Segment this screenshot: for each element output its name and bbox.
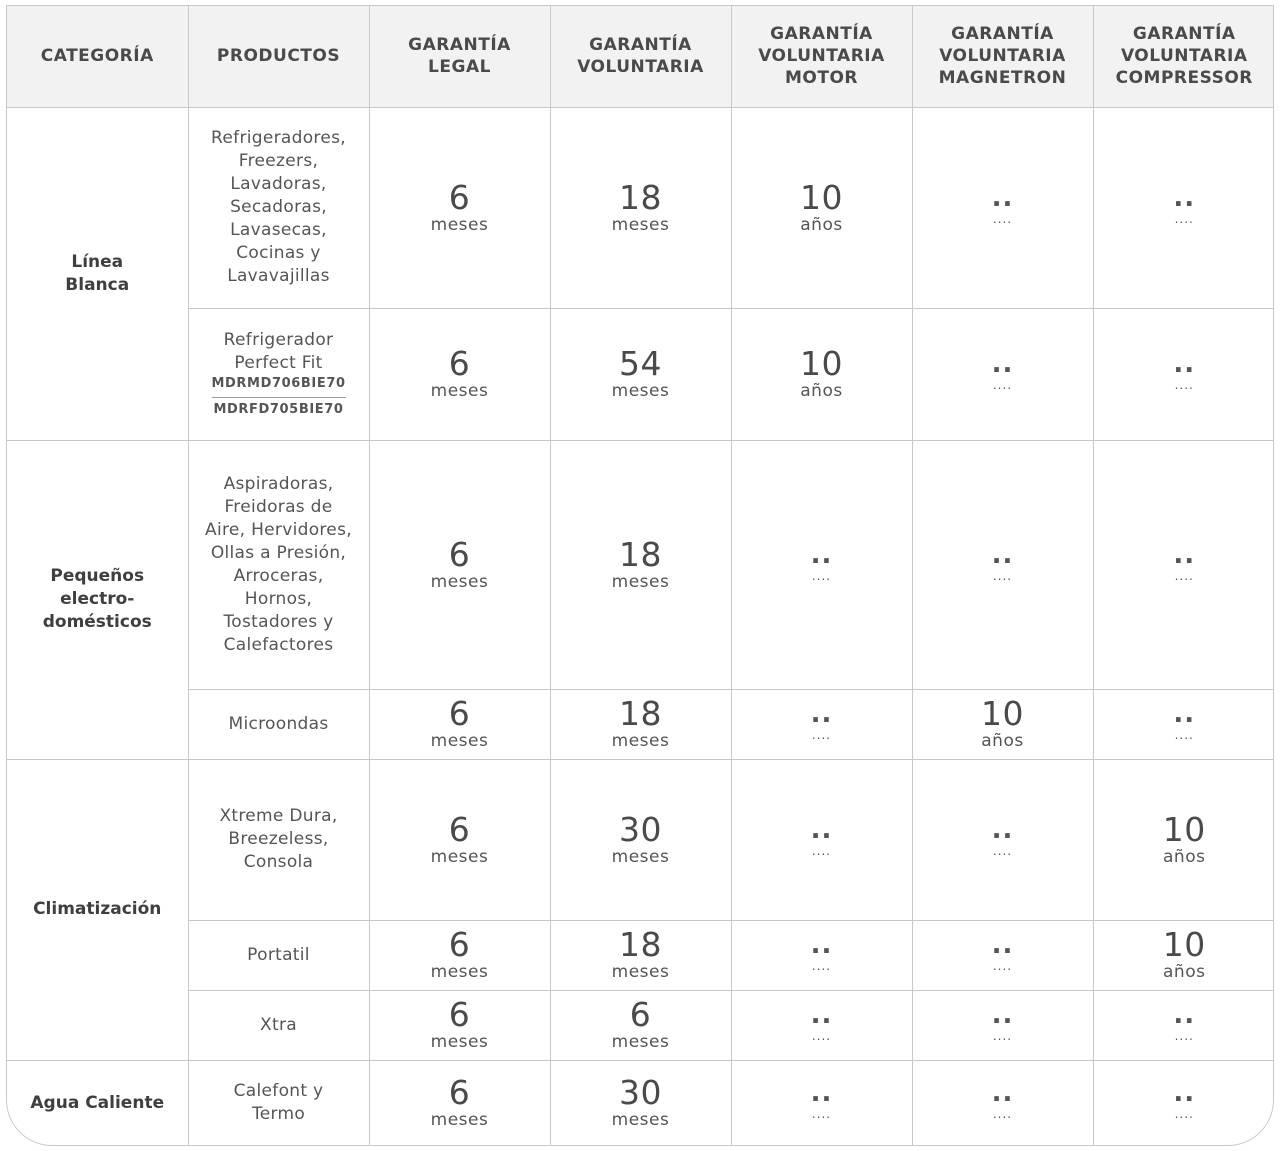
product-label: Portatil xyxy=(247,944,310,965)
warranty-unit: años xyxy=(800,214,843,235)
header-garantia-legal xyxy=(369,6,550,107)
placeholder-small-dots: .... xyxy=(1174,1029,1194,1043)
compressor-cell xyxy=(1093,308,1274,440)
placeholder-dots: .. xyxy=(991,1000,1014,1030)
placeholder-dots: .. xyxy=(1173,1078,1196,1109)
warranty-unit: meses xyxy=(430,846,489,867)
category-label: Climatización xyxy=(33,899,162,919)
motor-cell xyxy=(731,440,912,689)
category-pequenos-electrodomesticos xyxy=(7,440,188,759)
product-cell xyxy=(188,990,369,1060)
magnetron-cell xyxy=(912,308,1093,440)
placeholder-dots: .. xyxy=(810,1078,833,1109)
warranty-value: 10 xyxy=(1162,809,1206,849)
warranty-unit: meses xyxy=(611,962,670,982)
warranty-unit: meses xyxy=(611,381,670,401)
category-label: Agua Caliente xyxy=(30,1092,165,1113)
warranty-value: 18 xyxy=(619,925,662,964)
warranty-unit: años xyxy=(800,381,843,401)
voluntaria-cell xyxy=(550,759,731,920)
header-garantia-compressor xyxy=(1093,6,1274,107)
warranty-unit: años xyxy=(981,731,1024,751)
product-cell xyxy=(188,107,369,308)
placeholder-dots: .. xyxy=(991,539,1014,570)
warranty-value: 6 xyxy=(448,344,471,383)
placeholder-dots: .. xyxy=(1173,539,1196,570)
warranty-unit: meses xyxy=(430,731,489,751)
placeholder-dots: .. xyxy=(991,182,1014,213)
placeholder-dots: .. xyxy=(991,1078,1014,1109)
header-row xyxy=(7,6,1274,107)
category-linea-blanca xyxy=(7,107,188,440)
product-label: Calefont y Termo xyxy=(233,1081,324,1125)
product-label: Refrigeradores, Freezers, Lavadoras, Secadoras, Lavasecas, Cocinas y Lavavajillas xyxy=(211,128,346,286)
header-garantia-motor-text: GARANTÍA VOLUNTARIA MOTOR xyxy=(758,24,885,89)
product-cell xyxy=(188,920,369,990)
motor-cell xyxy=(731,990,912,1060)
header-garantia-motor xyxy=(731,6,912,107)
magnetron-cell xyxy=(912,440,1093,689)
placeholder-small-dots: .... xyxy=(1174,211,1194,226)
warranty-value: 6 xyxy=(629,995,652,1034)
warranty-unit: meses xyxy=(611,1110,670,1131)
placeholder-small-dots: .... xyxy=(992,959,1013,973)
table-row xyxy=(7,308,1274,440)
placeholder-dots: .. xyxy=(810,930,833,960)
warranty-value: 10 xyxy=(800,177,843,217)
category-agua-caliente xyxy=(7,1060,188,1146)
compressor-cell xyxy=(1093,920,1274,990)
placeholder-dots: .. xyxy=(810,699,833,729)
placeholder-small-dots: .... xyxy=(1174,568,1194,583)
voluntaria-cell xyxy=(550,440,731,689)
placeholder-small-dots: .... xyxy=(811,1029,832,1043)
table-row xyxy=(7,1060,1274,1146)
warranty-unit: meses xyxy=(611,214,670,235)
category-label: Pequeños electro-domésticos xyxy=(42,566,152,632)
warranty-unit: meses xyxy=(430,381,489,401)
header-garantia-voluntaria xyxy=(550,6,731,107)
motor-cell xyxy=(731,308,912,440)
placeholder-dots: .. xyxy=(1173,1000,1196,1030)
model-code: MDRMD706BIE70 xyxy=(212,375,346,398)
placeholder-small-dots: .... xyxy=(992,1107,1013,1122)
warranty-unit: meses xyxy=(430,214,489,235)
magnetron-cell xyxy=(912,759,1093,920)
warranty-value: 6 xyxy=(448,925,471,964)
legal-cell xyxy=(369,308,550,440)
warranty-unit: años xyxy=(1163,962,1206,982)
warranty-unit: meses xyxy=(430,571,489,592)
placeholder-small-dots: .... xyxy=(1174,378,1194,392)
product-cell xyxy=(188,1060,369,1146)
placeholder-dots: .. xyxy=(810,539,833,570)
header-categoria: CATEGORÍA xyxy=(7,6,188,107)
warranty-value: 6 xyxy=(448,995,471,1034)
magnetron-cell xyxy=(912,1060,1093,1146)
placeholder-small-dots: .... xyxy=(811,568,832,583)
voluntaria-cell xyxy=(550,920,731,990)
magnetron-cell xyxy=(912,107,1093,308)
header-garantia-magnetron-text: GARANTÍA VOLUNTARIA MAGNETRON xyxy=(938,24,1067,89)
magnetron-cell xyxy=(912,689,1093,759)
legal-cell xyxy=(369,920,550,990)
warranty-table-container xyxy=(6,5,1274,1146)
placeholder-small-dots: .... xyxy=(1174,728,1194,742)
placeholder-small-dots: .... xyxy=(992,568,1013,583)
header-garantia-voluntaria-text: GARANTÍA VOLUNTARIA xyxy=(577,35,704,78)
warranty-value: 6 xyxy=(448,177,471,217)
warranty-value: 30 xyxy=(619,1073,662,1113)
header-productos: PRODUCTOS xyxy=(188,6,369,107)
product-label: Microondas xyxy=(228,713,329,734)
placeholder-dots: .. xyxy=(1173,349,1196,379)
placeholder-dots: .. xyxy=(991,814,1014,845)
placeholder-small-dots: .... xyxy=(811,843,832,858)
placeholder-dots: .. xyxy=(991,349,1014,379)
voluntaria-cell xyxy=(550,107,731,308)
legal-cell xyxy=(369,990,550,1060)
table-row xyxy=(7,920,1274,990)
header-garantia-magnetron xyxy=(912,6,1093,107)
motor-cell xyxy=(731,920,912,990)
warranty-value: 10 xyxy=(800,344,843,383)
placeholder-dots: .. xyxy=(810,1000,833,1030)
placeholder-dots: .. xyxy=(810,814,833,845)
placeholder-small-dots: .... xyxy=(992,843,1013,858)
motor-cell xyxy=(731,107,912,308)
voluntaria-cell xyxy=(550,689,731,759)
placeholder-small-dots: .... xyxy=(992,1029,1013,1043)
compressor-cell xyxy=(1093,107,1274,308)
category-climatizacion xyxy=(7,759,188,1060)
product-label: Xtra xyxy=(260,1014,297,1035)
placeholder-dots: .. xyxy=(1173,699,1196,729)
product-cell xyxy=(188,440,369,689)
warranty-value: 18 xyxy=(619,534,662,574)
category-label: Línea Blanca xyxy=(65,251,130,295)
warranty-table xyxy=(7,6,1274,1146)
voluntaria-cell xyxy=(550,990,731,1060)
legal-cell xyxy=(369,440,550,689)
product-label: Aspiradoras, Freidoras de Aire, Hervidores, Ollas a Presión, Arroceras, Hornos, Tostadores y Calefactores xyxy=(205,473,352,655)
warranty-unit: meses xyxy=(611,846,670,867)
motor-cell xyxy=(731,689,912,759)
model-code: MDRFD705BIE70 xyxy=(213,402,344,417)
warranty-value: 54 xyxy=(619,344,662,383)
table-row xyxy=(7,107,1274,308)
voluntaria-cell xyxy=(550,1060,731,1146)
warranty-unit: años xyxy=(1163,846,1206,867)
warranty-value: 6 xyxy=(448,1073,471,1113)
compressor-cell xyxy=(1093,440,1274,689)
product-label: Refrigerador Perfect Fit xyxy=(223,330,334,373)
voluntaria-cell xyxy=(550,308,731,440)
warranty-value: 10 xyxy=(981,694,1024,733)
product-cell xyxy=(188,759,369,920)
product-label: Xtreme Dura, Breezeless, Consola xyxy=(219,806,338,872)
legal-cell xyxy=(369,107,550,308)
warranty-value: 6 xyxy=(448,534,471,574)
magnetron-cell xyxy=(912,990,1093,1060)
placeholder-small-dots: .... xyxy=(1174,1107,1194,1122)
legal-cell xyxy=(369,759,550,920)
table-row xyxy=(7,689,1274,759)
table-row xyxy=(7,440,1274,689)
placeholder-dots: .. xyxy=(1173,182,1196,213)
compressor-cell xyxy=(1093,1060,1274,1146)
warranty-value: 6 xyxy=(448,694,471,733)
placeholder-small-dots: .... xyxy=(992,378,1013,392)
placeholder-small-dots: .... xyxy=(992,211,1013,226)
warranty-unit: meses xyxy=(611,1032,670,1052)
warranty-unit: meses xyxy=(430,1110,489,1131)
warranty-unit: meses xyxy=(611,571,670,592)
table-row xyxy=(7,990,1274,1060)
warranty-value: 6 xyxy=(448,809,471,849)
table-row xyxy=(7,759,1274,920)
warranty-unit: meses xyxy=(430,1032,489,1052)
placeholder-small-dots: .... xyxy=(811,1107,832,1122)
compressor-cell xyxy=(1093,689,1274,759)
header-garantia-compressor-text: GARANTÍA VOLUNTARIA COMPRESSOR xyxy=(1115,24,1253,89)
warranty-unit: meses xyxy=(611,731,670,751)
placeholder-dots: .. xyxy=(991,930,1014,960)
warranty-value: 18 xyxy=(619,694,662,733)
magnetron-cell xyxy=(912,920,1093,990)
warranty-value: 18 xyxy=(619,177,662,217)
placeholder-small-dots: .... xyxy=(811,728,832,742)
header-garantia-legal-text: GARANTÍA LEGAL xyxy=(408,35,511,78)
legal-cell xyxy=(369,1060,550,1146)
legal-cell xyxy=(369,689,550,759)
product-cell xyxy=(188,308,369,440)
motor-cell xyxy=(731,1060,912,1146)
compressor-cell xyxy=(1093,759,1274,920)
warranty-value: 30 xyxy=(619,809,662,849)
motor-cell xyxy=(731,759,912,920)
placeholder-small-dots: .... xyxy=(811,959,832,973)
product-cell xyxy=(188,689,369,759)
compressor-cell xyxy=(1093,990,1274,1060)
warranty-unit: meses xyxy=(430,962,489,982)
warranty-value: 10 xyxy=(1162,925,1206,964)
